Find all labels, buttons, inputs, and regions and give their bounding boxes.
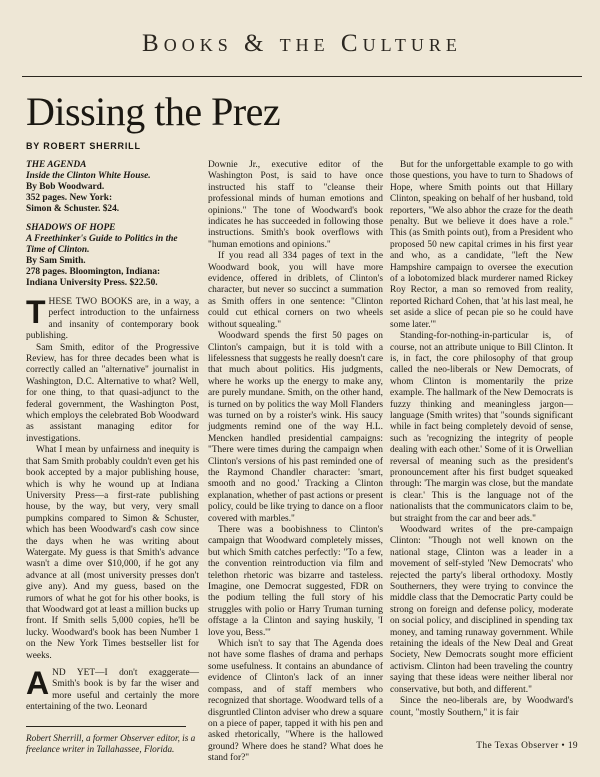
book-title: THE AGENDA <box>26 160 87 170</box>
paragraph: If you read all 334 pages of text in the Woodward book, you will have more evidence, offered in driblets, of Clinton's character, but never so succinct a summation as Smith offers in one sentence: "Clinton could cut ethical corners on two wheels without squealing." <box>208 251 383 330</box>
book-subtitle: Inside the Clinton White House. <box>26 171 151 181</box>
lead-in: HESE TWO BOOKS <box>48 297 133 307</box>
paragraph: But for the unforgettable example to go with those questions, you have to turn to Shadows of Hope, where Smith points out that Hillary Clinton, speaking on behalf of her husband, told reporters, "We also abhor the craze for the death penalty. But we believe it does have a role." This (as Smith points out), from a President who proposed 50 new capital crimes in his first year and who, as a candidate, "left the New Hampshire campaign to oversee the execution of a lobotomized black murderer named Rickey Roy Rector, a man so removed from reality, reported Richard Cohen, that 'at his last meal, he set aside a slice of pecan pie so he could have some later.'" <box>390 160 573 330</box>
book-publisher: Indiana University Press. $22.50. <box>26 278 158 288</box>
column-1 <box>26 160 199 755</box>
section-title: Books & the Culture <box>142 30 462 57</box>
paragraph-text: —I don't exaggerate—Smith's book is by far the wiser and more useful and certainly the more entertaining of the two. Leonard <box>26 668 199 713</box>
paragraph: Woodward writes of the pre-campaign Clinton: "Though not well known on the national stage, Clinton was a leader in a movement of self-styled 'New Democrats' who rejected the party's liberal orthodoxy. Mostly Southerners, they were trying to convince the middle class that the Democratic Party could be strong on foreign and defense policy, moderate on social policy, and disciplined in spending tax money, and taming runaway government. While retaining the ideals of the New Deal and Great Society, New Democrats sought more efficient activism. Clinton had been traveling the country saying that these ideas were neither liberal nor conservative, but both, and different." <box>390 525 573 695</box>
paragraph <box>26 294 199 343</box>
lead-in: ND YET <box>52 668 96 678</box>
paragraph <box>26 665 199 714</box>
paragraph: Since the neo-liberals are, by Woodward's count, "mostly Southern," it is fair <box>390 696 573 718</box>
bio-divider <box>26 726 186 727</box>
paragraph: Downie Jr., executive editor of the Washington Post, is said to have once instructed his staff to "cleanse their professional minds of human emotions and opinions." The tone of Woodward's book indicates he has succeeded in following those instructions. Smith's book overflows with "human emotions and opinions." <box>208 160 383 250</box>
paragraph: What I mean by unfairness and inequity is that Sam Smith probably couldn't even get his book accepted by a major publishing house, which is why he wound up at Indiana University Press—a first-rate publishing house, by the way, but very, very small pumpkins compared to Simon & Schuster, which has been Woodward's cash cow since the days when he was writing about Watergate. My guess is that Smith's advance wasn't a dime over $10,000, if he got any advance at all (most university presses don't give any). And my guess, based on the rumors of what he got for his other books, is that Woodward got at least a million bucks up front. If Smith sells 5,000 copies, he'll be lucky. Woodward's book has been Number 1 on the New York Times bestseller list for weeks. <box>26 445 199 661</box>
book-title: SHADOWS OF HOPE <box>26 223 116 233</box>
paragraph-text: are, in a way, a perfect introduction to the unfairness and insanity of contemporary book publishing. <box>26 297 199 342</box>
book-author: By Bob Woodward. <box>26 182 105 192</box>
book-pages: 352 pages. New York: <box>26 193 113 203</box>
book-publisher: Simon & Schuster. $24. <box>26 204 120 214</box>
column-2 <box>208 160 383 765</box>
paragraph: There was a boobishness to Clinton's campaign that Woodward completely misses, but which Smith catches perfectly: "To a few, the convention reintroduction via film and telethon rhetoric was bizarre and tasteless. Imagine, one Democrat suggested, FDR on the podium telling the full story of his struggles with polio or Harry Truman turning offstage a la Clinton and saying huskily, 'I love you, Bess.'" <box>208 525 383 638</box>
book-entry-shadows <box>26 223 199 289</box>
page-footer: The Texas Observer • 19 <box>476 741 578 751</box>
drop-cap: T <box>26 294 46 330</box>
book-entry-agenda <box>26 160 199 215</box>
byline: BY ROBERT SHERRILL <box>26 141 141 151</box>
drop-cap: A <box>26 665 50 701</box>
column-3 <box>390 160 573 719</box>
paragraph: Standing-for-nothing-in-particular is, of course, not an attribute unique to Bill Clinton. It is, in fact, the core philosophy of that group called the neo-liberals or New Democrats, of whom Clinton is momentarily the prize example. The hallmark of the New Democrats is fuzzy thinking and meaningless jargon—language (Smith writes) that "sounds significant while in fact being completely devoid of sense, such as 'recognizing the integrity of people dealing with each other.' Some of it is Orwellian reversal of meaning such as the president's pronouncement after his first budget squeaked through: 'The margin was close, but the mandate is clear.' This is the language not of the nationalists that the communicators claim to be, but straight from the car and beer ads." <box>390 331 573 524</box>
paragraph: Woodward spends the first 50 pages on Clinton's campaign, but it is told with a lifelessness that suggests he really doesn't care that much about politics. His judgments, where he works up the energy to make any, are purely mundane. Smith, on the other hand, is turned on by politics the way Moll Flanders was turned on by a roister's wink. His saucy judgments remind one of the way H.L. Mencken handled presidential campaigns: "There were times during the campaign when Clinton's versions of his past reminded one of the Raymond Chandler character: 'smart, smooth and no good.' Tracking a Clinton explanation, whether of past actions or present policy, could be like trying to dance on a floor covered with marbles." <box>208 331 383 524</box>
book-subtitle: A Freethinker's Guide to Politics in the Time of Clinton. <box>26 234 178 255</box>
paragraph: Sam Smith, editor of the Progressive Review, has for three decades been what is correctly called an "alternative" journalist in Washington, D.C. Alternative to what? Well, for one thing, to that quasi-adjunct to the federal government, the Washington Post, which employs the celebrated Bob Woodward as assistant managing editor for investigations. <box>26 342 199 444</box>
author-bio: Robert Sherrill, a former Observer editor, is a freelance writer in Tallahassee, Florida. <box>26 732 196 754</box>
header-rule <box>22 76 582 77</box>
book-pages: 278 pages. Bloomington, Indiana: <box>26 267 161 277</box>
headline: Dissing the Prez <box>26 89 281 134</box>
paragraph: Which isn't to say that The Agenda does not have some flashes of drama and perhaps some usefulness. It contains an abundance of evidence of Clinton's lack of an inner compass, and of staff members who recognized that shortage. Woodward tells of a disgruntled Clinton adviser who drew a square on a piece of paper, tapped it with his pen and asked rhetorically, "Where is the hallowed ground? Where does he stand? What does he stand for?" <box>208 639 383 764</box>
book-author: By Sam Smith. <box>26 256 86 266</box>
